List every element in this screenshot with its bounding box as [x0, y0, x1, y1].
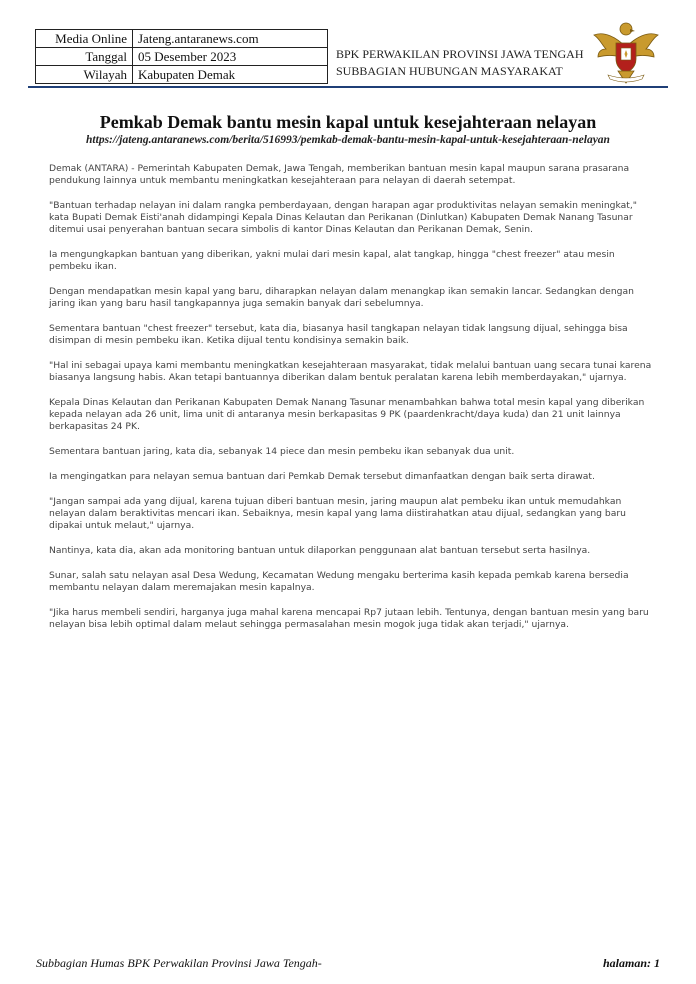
article-paragraph: "Jangan sampai ada yang dijual, karena tujuan diberi bantuan mesin, jaring maupun alat pembeku ikan untuk memudahkan nelayan dalam beraktivitas mencari ikan. Sebaiknya, mesin kapal yang lama diistirahatkan atau dijual, sedangkan yang baru dipakai untuk melaut," ujarnya. [49, 496, 626, 531]
article-paragraph: Sementara bantuan "chest freezer" tersebut, kata dia, biasanya hasil tangkapan nelayan tidak langsung dijual, sehingga bisa disimpan di mesin pembeku ikan. Ketika dijual tentu kondisinya semakin baik. [49, 323, 628, 346]
organization-line-2: SUBBAGIAN HUBUNGAN MASYARAKAT [336, 64, 563, 78]
article-paragraph: Ia mengungkapkan bantuan yang diberikan, yakni mulai dari mesin kapal, alat tangkap, hingga "chest freezer" atau mesin pembeku ikan. [49, 249, 615, 272]
media-info-label: Wilayah [36, 66, 133, 84]
footer-department: Subbagian Humas BPK Perwakilan Provinsi Jawa Tengah- [36, 956, 322, 970]
article-url: https://jateng.antaranews.com/berita/516993/pemkab-demak-bantu-mesin-kapal-untuk-kesejahteraan-nelayan [86, 134, 610, 146]
garuda-emblem-icon [590, 17, 662, 87]
media-info-value: Kabupaten Demak [133, 66, 328, 84]
article-body [49, 163, 655, 644]
article-paragraph: "Bantuan terhadap nelayan ini dalam rangka pemberdayaan, dengan harapan agar produktivitas nelayan semakin meningkat," kata Bupati Demak Eisti'anah didampingi Kepala Dinas Kelautan dan Perikanan (Dinlutkan) Kabupaten Demak Nanang Tasunar ditemui usai penyerahan bantuan secara simbolis di kantor Dinas Kelautan dan Perikanan Demak, Senin. [49, 200, 638, 235]
article-paragraph: Kepala Dinas Kelautan dan Perikanan Kabupaten Demak Nanang Tasunar menambahkan bahwa total mesin kapal yang diberikan kepada nelayan ada 26 unit, lima unit di antaranya mesin berkapasitas 9 PK (paardenkracht/daya kuda) dan 21 unit lainnya berkapasitas 24 PK. [49, 397, 645, 432]
media-info-table [35, 29, 328, 84]
article-paragraph: Demak (ANTARA) - Pemerintah Kabupaten Demak, Jawa Tengah, memberikan bantuan mesin kapal maupun sarana prasarana pendukung lainnya untuk membantu meningkatkan kesejahteraan para nelayan di daerah setempat. [49, 163, 630, 186]
media-info-row [36, 66, 328, 84]
organization-name [336, 46, 584, 80]
media-info-label: Tanggal [36, 48, 133, 66]
article-paragraph: Dengan mendapatkan mesin kapal yang baru, diharapkan nelayan dalam menangkap ikan semakin lancar. Sedangkan dengan jaring ikan yang baru hasil tangkapannya juga semakin banyak dari sebelumnya. [49, 286, 634, 309]
article-title: Pemkab Demak bantu mesin kapal untuk kesejahteraan nelayan [99, 112, 597, 132]
article-paragraph: "Jika harus membeli sendiri, harganya juga mahal karena mencapai Rp7 jutaan lebih. Tentunya, dengan bantuan mesin yang baru nelayan bisa lebih optimal dalam melaut sehingga permasalahan mesin mogok juga tidak akan terjadi," ujarnya. [49, 607, 649, 630]
media-info-value: 05 Desember 2023 [133, 48, 328, 66]
organization-line-1: BPK PERWAKILAN PROVINSI JAWA TENGAH [336, 47, 584, 61]
media-info-value: Jateng.antaranews.com [133, 30, 328, 48]
article-paragraph: Nantinya, kata dia, akan ada monitoring bantuan untuk dilaporkan penggunaan alat bantuan tersebut serta hasilnya. [49, 545, 591, 556]
media-info-label: Media Online [36, 30, 133, 48]
media-info-row [36, 48, 328, 66]
article-paragraph: "Hal ini sebagai upaya kami membantu meningkatkan kesejahteraan masyarakat, tidak melalui bantuan uang secara tunai karena biasanya langsung habis. Akan tetapi bantuannya diberikan dalam bentuk peralatan karena lebih memberdayakan," ujarnya. [49, 360, 652, 383]
article-paragraph: Sementara bantuan jaring, kata dia, sebanyak 14 piece dan mesin pembeku ikan sebanyak dua unit. [49, 446, 515, 457]
header-divider [28, 86, 668, 88]
article-paragraph: Sunar, salah satu nelayan asal Desa Wedung, Kecamatan Wedung mengaku berterima kasih kepada pemkab karena bersedia membantu nelayan dalam meremajakan mesin kapalnya. [49, 570, 629, 593]
media-info-row [36, 30, 328, 48]
footer-page-number: halaman: 1 [602, 956, 660, 970]
article-paragraph: Ia mengingatkan para nelayan semua bantuan dari Pemkab Demak tersebut dimanfaatkan dengan baik serta dirawat. [49, 471, 595, 482]
